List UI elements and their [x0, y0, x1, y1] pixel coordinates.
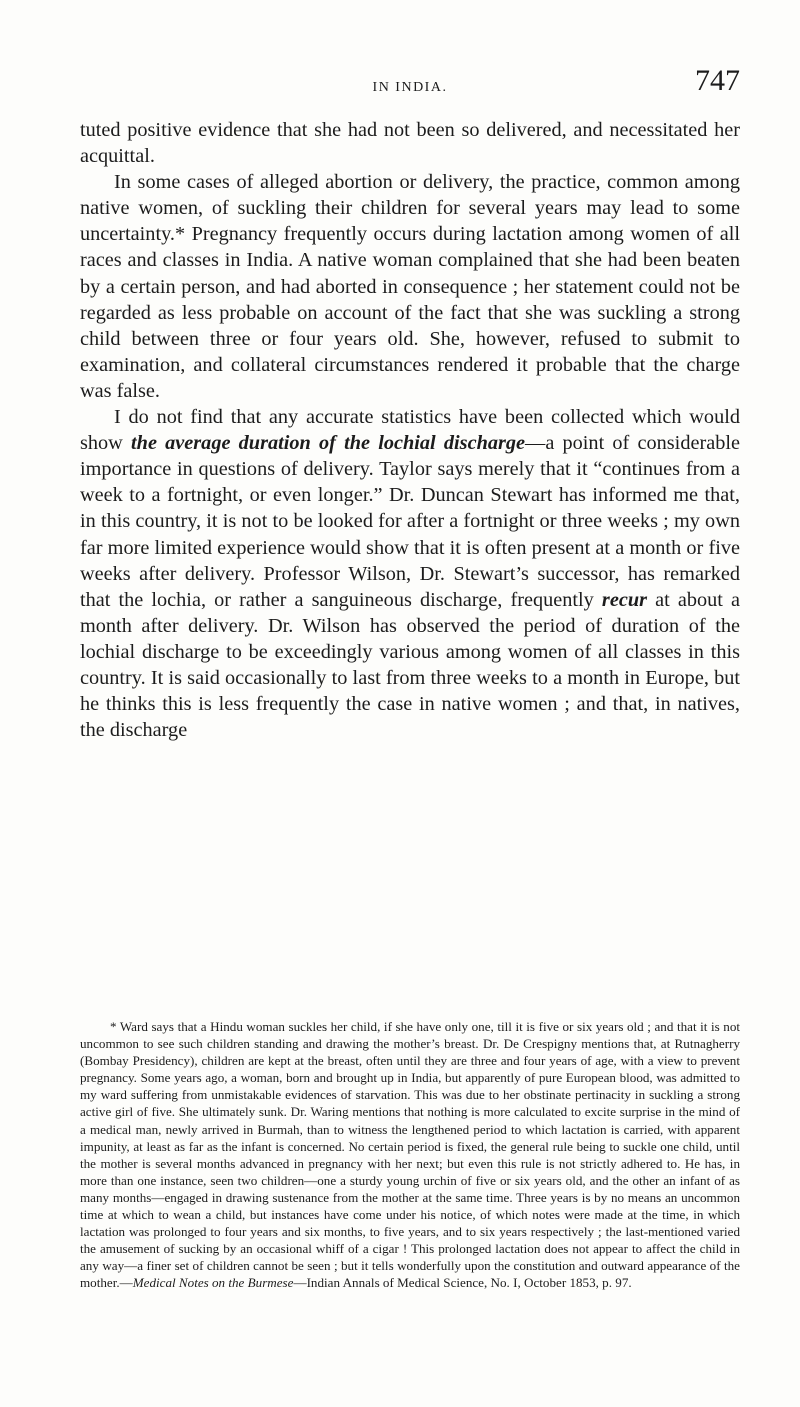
header-title: IN INDIA.	[372, 80, 448, 95]
paragraph-3-text-b: —a point of considerable importance in questions of delivery. Taylor says merely that it “continues from a week to a fortnight, or even longer.” Dr. Duncan Stewart has informed me that, in this country, it is not to be looked for after a fortnight or three weeks ; my own far more limited experience would show that it is often present at a month or five weeks after delivery. Professor Wilson, Dr. Stewart’s successor, has remarked that the lochia, or rather a sanguineous discharge, frequently	[80, 432, 740, 611]
footnote-citation-title: Medical Notes on the Burmese	[132, 1275, 294, 1291]
emphasis-lochial-duration: the average duration of the lochial discharge	[131, 432, 526, 455]
emphasis-recur: recur	[601, 588, 647, 611]
footnote-source: —Indian Annals of Medical Science, No. I, October 1853, p. 97.	[293, 1275, 632, 1291]
body-text	[80, 117, 740, 743]
paragraph-3-text-c: at about a month after delivery. Dr. Wilson has observed the period of duration of the lochial discharge to be exceedingly various among women of all classes in this country. It is said occasionally to last from three weeks to a month in Europe, but he thinks this is less frequently the case in native women ; and that, in natives, the discharge	[80, 588, 740, 742]
footnote-text: * Ward says that a Hindu woman suckles her child, if she have only one, till it is five or six years old ; and that it is not uncommon to see such children standing and drawing the mother’s breast. Dr. De Crespigny mentions that, at Rutnagherry (Bombay Presidency), children are kept at the breast, often until they are three and four years of age, with a view to prevent pregnancy. Some years ago, a woman, born and brought up in India, but apparently of pure European blood, was admitted to my ward suffering from unmistakable evidences of starvation. This was due to her obstinate pertinacity in suckling a strong active girl of five. She ultimately sunk. Dr. Waring mentions that nothing is more calculated to excite surprise in the mind of a medical man, newly arrived in Burmah, than to witness the lengthened period to which lactation is carried, with apparent impunity, at least as far as the infant is concerned. No certain period is fixed, the general rule being to suckle one child, until the mother is several months advanced in pregnancy with her next; but even this rule is not strictly adhered to. He has, in more than one instance, seen two children—one a sturdy young urchin of five or six years old, and the other an infant of as many months—engaged in drawing sustenance from the mother at the same time. Three years is by no means an uncommon time at which to wean a child, but instances have come under his notice, of which notes were made at the time, in which lactation was prolonged to four years and six months, to five years, and to six years respectively ; the last-mentioned varied the amusement of sucking by an occasional whiff of a cigar ! This prolonged lactation does not appear to affect the child in any way—a finer set of children cannot be seen ; but it tells wonderfully upon the constitution and outward appearance of the mother.—	[80, 1019, 740, 1291]
paragraph-1: tuted positive evidence that she had not been so delivered, and necessitated her acquittal.	[80, 119, 740, 168]
footnote-marker: *	[174, 223, 186, 246]
footnote-paragraph	[80, 1018, 740, 1292]
paragraph-2	[80, 169, 740, 404]
paragraph-2-text-b: Pregnancy frequently occurs during lactation among women of all races and classes in India. A native woman complained that she had been beaten by a certain person, and had aborted in consequence ; her statement could not be regarded as less probable on account of the fact that she was suckling a strong child between three or four years old. She, however, refused to submit to examination, and collateral circumstances rendered it probable that the charge was false.	[80, 223, 740, 402]
paragraph-3	[80, 404, 740, 743]
page-number: 747	[695, 64, 740, 97]
running-header	[80, 66, 740, 106]
paragraph-3-text-a: I do not find that any accurate statistics have been collected which would show	[80, 406, 740, 455]
paragraph-2-text-a: In some cases of alleged abortion or delivery, the practice, common among native women, of suckling their children for several years may lead to some uncertainty.	[80, 171, 740, 246]
footnote	[80, 1018, 740, 1292]
